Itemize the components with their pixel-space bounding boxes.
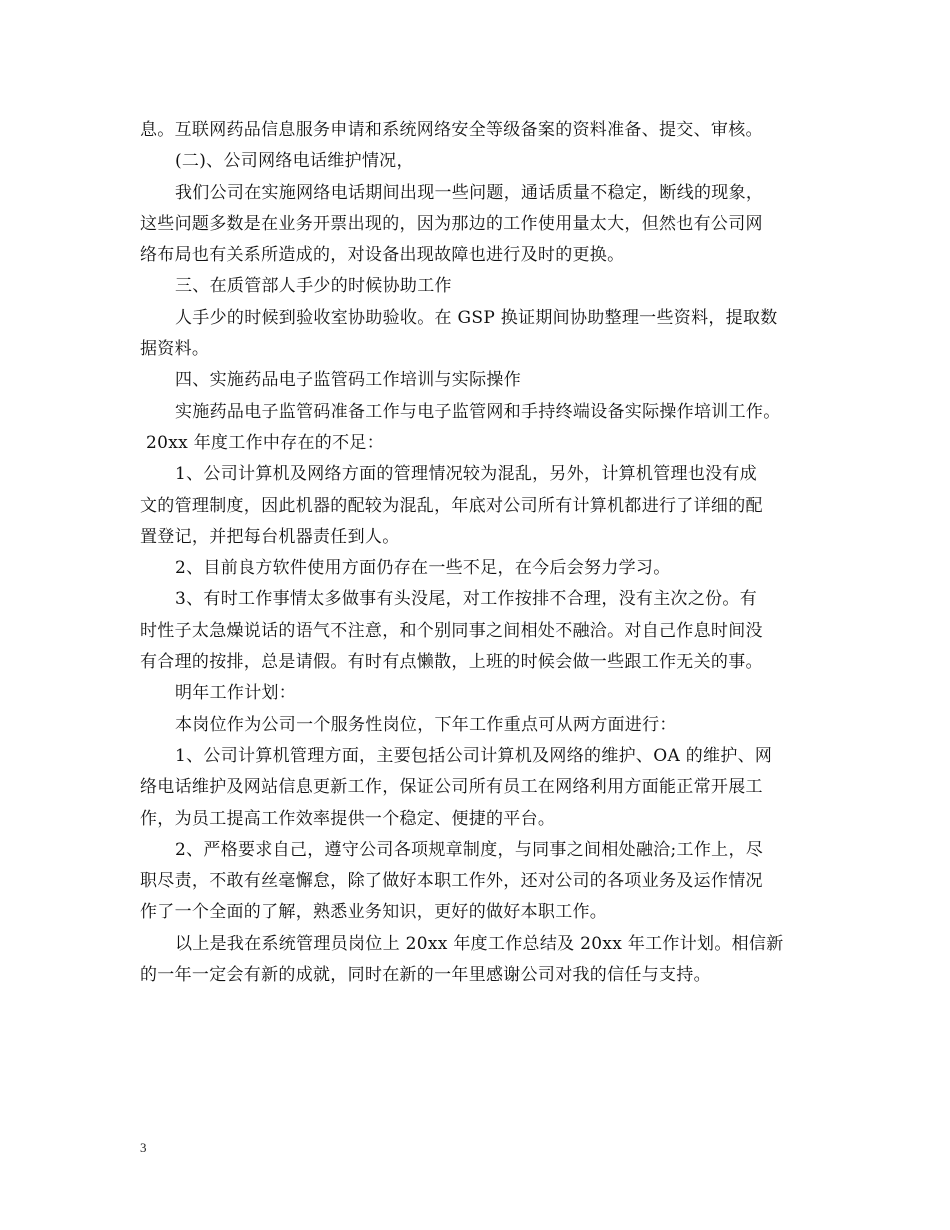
section-heading: 20xx 年度工作中存在的不足： — [146, 432, 385, 453]
text-line: 时性子太急燥说话的语气不注意，和个别同事之间相处不融洽。对自己作息时间没 — [140, 620, 763, 641]
text-line: 1、公司计算机管理方面，主要包括公司计算机及网络的维护、OA 的维护、网 — [175, 745, 773, 766]
text-line: 作，为员工提高工作效率提供一个稳定、便捷的平台。 — [140, 808, 556, 829]
text-line: 1、公司计算机及网络方面的管理情况较为混乱，另外，计算机管理也没有成 — [175, 464, 758, 485]
text-line: 职尽责，不敢有丝毫懈怠，除了做好本职工作外，还对公司的各项业务及运作情况 — [140, 871, 763, 892]
document-body — [140, 115, 820, 991]
text-line: 实施药品电子监管码准备工作与电子监管网和手持终端设备实际操作培训工作。 — [175, 401, 781, 422]
text-line: 本岗位作为公司一个服务性岗位，下年工作重点可从两方面进行： — [175, 714, 677, 735]
section-heading: 四、实施药品电子监管码工作培训与实际操作 — [175, 370, 521, 391]
section-heading: 明年工作计划： — [175, 683, 297, 704]
page-number: 3 — [140, 1140, 147, 1155]
text-line: 息。互联网药品信息服务申请和系统网络安全等级备案的资料准备、提交、审核。 — [140, 120, 763, 140]
text-line: 3、有时工作事情太多做事有头没尾，对工作按排不合理，没有主次之份。有 — [175, 589, 758, 610]
text-line: 有合理的按排，总是请假。有时有点懒散，上班的时候会做一些跟工作无关的事。 — [140, 652, 763, 673]
text-line: 的一年一定会有新的成就，同时在新的一年里感谢公司对我的信任与支持。 — [140, 965, 711, 986]
text-line: 络布局也有关系所造成的，对设备出现故障也进行及时的更换。 — [140, 245, 625, 266]
section-heading: 三、在质管部人手少的时候协助工作 — [175, 276, 452, 297]
text-line: 2、目前良方软件使用方面仍存在一些不足，在今后会努力学习。 — [175, 558, 671, 579]
text-line: 这些问题多数是在业务开票出现的，因为那边的工作使用量太大，但然也有公司网 — [140, 213, 763, 234]
text-line: 我们公司在实施网络电话期间出现一些问题，通话质量不稳定，断线的现象， — [175, 182, 764, 203]
text-line: 2、严格要求自己，遵守公司各项规章制度，与同事之间相处融洽;工作上，尽 — [175, 839, 764, 860]
section-heading: (二)、公司网络电话维护情况， — [175, 151, 414, 172]
text-line: 据资料。 — [140, 339, 210, 360]
text-line: 置登记，并把每台机器责任到人。 — [140, 526, 400, 547]
text-line: 络电话维护及网站信息更新工作，保证公司所有员工在网络利用方面能正常开展工 — [140, 777, 763, 798]
text-line: 文的管理制度，因此机器的配较为混乱，年底对公司所有计算机都进行了详细的配 — [140, 495, 763, 516]
text-line: 人手少的时候到验收室协助验收。在 GSP 换证期间协助整理一些资料，提取数 — [175, 307, 778, 328]
text-line: 以上是我在系统管理员岗位上 20xx 年度工作总结及 20xx 年工作计划。相信新 — [175, 933, 784, 954]
text-line: 作了一个全面的了解，熟悉业务知识，更好的做好本职工作。 — [140, 902, 608, 923]
